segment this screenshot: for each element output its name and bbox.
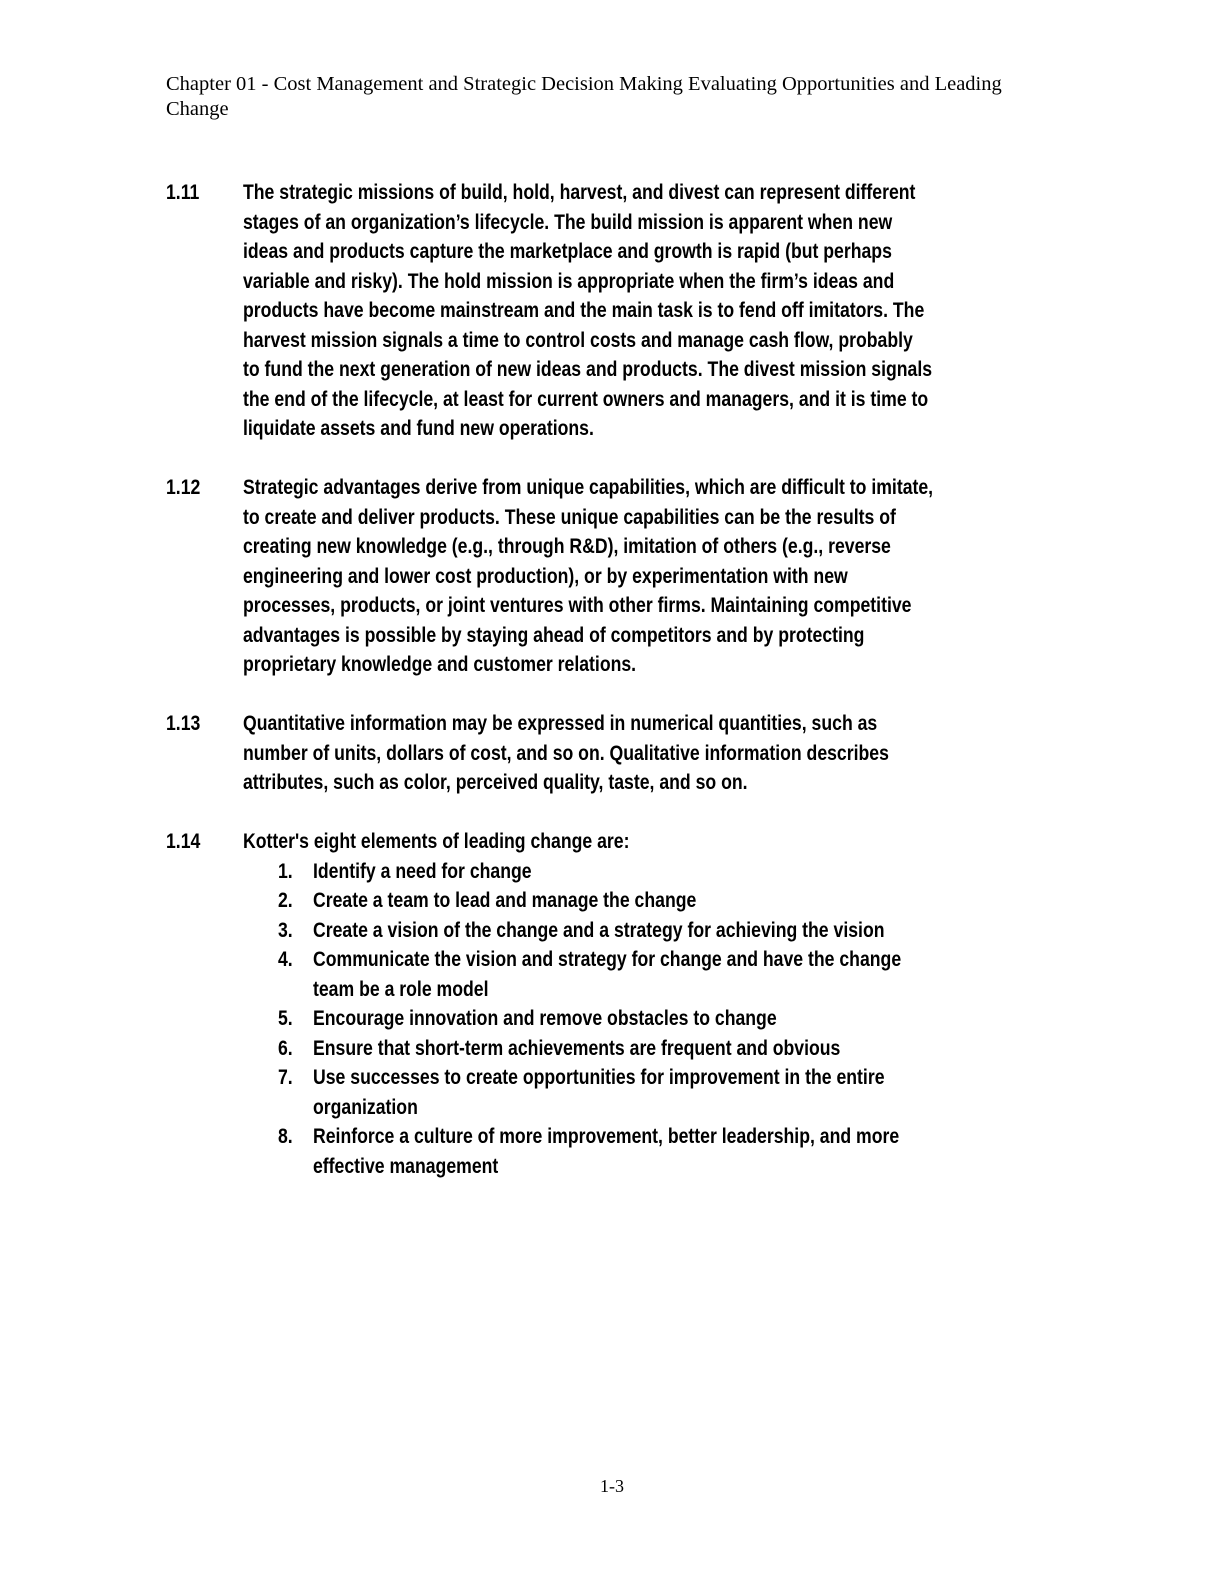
question-answer-1-12 xyxy=(0,473,1224,680)
text-line: Encourage innovation and remove obstacles to change xyxy=(313,1007,777,1030)
header-line: Change xyxy=(166,98,229,120)
list-item-text xyxy=(313,1063,1224,1122)
list-item-number: 8. xyxy=(278,1125,293,1148)
list-item-number: 6. xyxy=(278,1036,293,1060)
list-item-text xyxy=(313,945,1224,1004)
list-item-text xyxy=(313,857,1224,887)
list-item-number: 2. xyxy=(278,889,293,912)
list-item-number: 3. xyxy=(278,918,293,942)
numbered-list xyxy=(278,857,1224,1182)
text-line: effective management xyxy=(313,1154,499,1178)
text-line: Strategic advantages derive from unique capabilities, which are difficult to imitate, xyxy=(243,476,934,499)
text-line: team be a role model xyxy=(313,977,489,1001)
item-number: 1.13 xyxy=(166,712,201,735)
page-number: 1-3 xyxy=(600,1476,624,1496)
text-line: Quantitative information may be expressed in numerical quantities, such as xyxy=(243,712,878,735)
text-line: Reinforce a culture of more improvement, better leadership, and more xyxy=(313,1125,900,1148)
list-item xyxy=(278,857,1224,887)
answer-text xyxy=(243,473,1224,680)
text-line: Use successes to create opportunities for improvement in the entire xyxy=(313,1066,885,1089)
text-line: Communicate the vision and strategy for change and have the change xyxy=(313,948,902,971)
list-item-number: 5. xyxy=(278,1007,293,1030)
text-line: stages of an organization’s lifecycle. The build mission is apparent when new xyxy=(243,210,893,234)
list-item-number: 7. xyxy=(278,1066,293,1089)
question-answer-1-14 xyxy=(0,827,1224,1181)
list-item-text xyxy=(313,1004,1224,1034)
list-item-text xyxy=(313,1034,1224,1064)
text-line: harvest mission signals a time to control costs and manage cash flow, probably xyxy=(243,328,913,352)
text-line: Kotter's eight elements of leading change are: xyxy=(243,830,630,853)
text-line: Identify a need for change xyxy=(313,859,532,883)
answer-text xyxy=(243,827,1224,1181)
list-item-number: 1. xyxy=(278,859,293,883)
text-line: variable and risky). The hold mission is appropriate when the firm’s ideas and xyxy=(243,269,895,293)
answer-text xyxy=(243,178,1224,444)
question-answer-1-11 xyxy=(0,178,1224,444)
list-item xyxy=(278,1063,1224,1122)
document-body xyxy=(0,178,1224,1211)
text-line: to fund the next generation of new ideas and products. The divest mission signals xyxy=(243,358,933,381)
text-line: to create and deliver products. These unique capabilities can be the results of xyxy=(243,505,896,529)
item-number: 1.12 xyxy=(166,476,201,499)
text-line: Ensure that short-term achievements are frequent and obvious xyxy=(313,1036,841,1060)
text-line: the end of the lifecycle, at least for current owners and managers, and it is time to xyxy=(243,387,929,411)
page-header xyxy=(166,72,1066,122)
item-number: 1.14 xyxy=(166,830,201,853)
text-line: Create a vision of the change and a strategy for achieving the vision xyxy=(313,918,885,942)
list-item xyxy=(278,1004,1224,1034)
text-line: attributes, such as color, perceived quality, taste, and so on. xyxy=(243,771,748,794)
list-item xyxy=(278,886,1224,916)
text-line: organization xyxy=(313,1095,418,1119)
text-line: advantages is possible by staying ahead of competitors and by protecting xyxy=(243,623,865,647)
list-item-number: 4. xyxy=(278,948,293,971)
text-line: The strategic missions of build, hold, harvest, and divest can represent different xyxy=(243,181,916,204)
list-item-text xyxy=(313,916,1224,946)
list-item xyxy=(278,1122,1224,1181)
list-item xyxy=(278,916,1224,946)
text-line: products have become mainstream and the main task is to fend off imitators. The xyxy=(243,299,925,322)
list-item-text xyxy=(313,1122,1224,1181)
text-line: proprietary knowledge and customer relations. xyxy=(243,653,637,676)
header-line: Chapter 01 - Cost Management and Strategic Decision Making Evaluating Opportunities and Leading xyxy=(166,73,1002,95)
text-line: Create a team to lead and manage the change xyxy=(313,889,697,912)
question-answer-1-13 xyxy=(0,709,1224,798)
list-item xyxy=(278,945,1224,1004)
list-item xyxy=(278,1034,1224,1064)
text-line: liquidate assets and fund new operations. xyxy=(243,417,594,440)
text-line: engineering and lower cost production), or by experimentation with new xyxy=(243,564,848,588)
text-line: ideas and products capture the marketplace and growth is rapid (but perhaps xyxy=(243,240,892,263)
answer-text xyxy=(243,709,1224,798)
text-line: creating new knowledge (e.g., through R&D), imitation of others (e.g., reverse xyxy=(243,535,891,558)
text-line: number of units, dollars of cost, and so on. Qualitative information describes xyxy=(243,741,889,765)
text-line: processes, products, or joint ventures with other firms. Maintaining competitive xyxy=(243,594,912,617)
item-number: 1.11 xyxy=(166,181,200,204)
list-item-text xyxy=(313,886,1224,916)
